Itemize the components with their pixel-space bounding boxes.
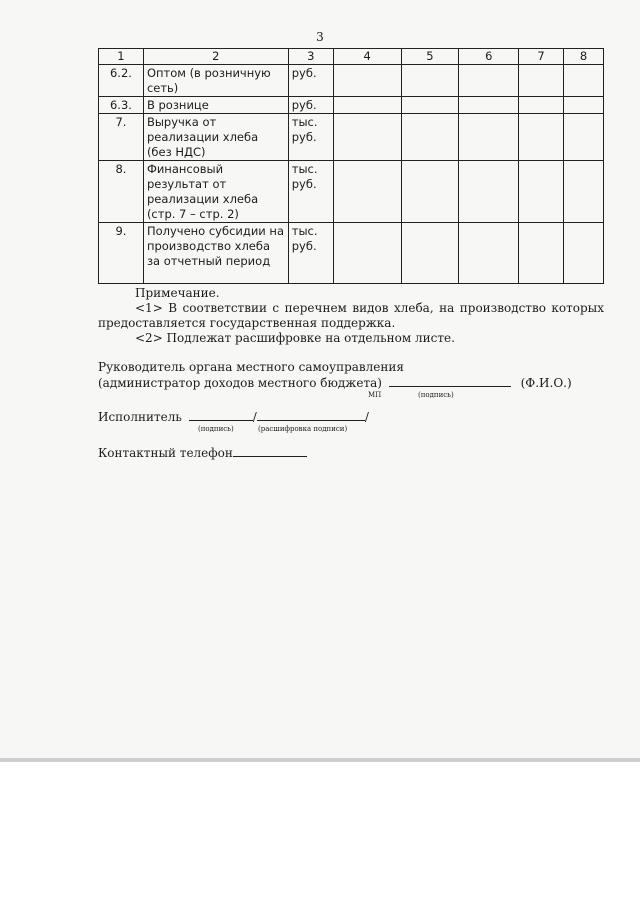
row-unit: тыс. руб.	[288, 114, 333, 161]
row-name: Финансовый результат от реализации хлеба (стр. 7 – стр. 2)	[143, 161, 288, 223]
table-row	[99, 223, 604, 284]
row-name: Оптом (в розничную сеть)	[143, 65, 288, 97]
table-cell	[459, 223, 519, 284]
row-unit: руб.	[288, 65, 333, 97]
notes-title: Примечание.	[135, 286, 220, 300]
notes-section	[98, 286, 604, 346]
row-number: 6.2.	[99, 65, 144, 97]
table-cell	[519, 65, 564, 97]
table-cell	[564, 223, 604, 284]
table-cell	[519, 114, 564, 161]
head-title-line-1: Руководитель органа местного самоуправления	[98, 360, 404, 374]
row-number: 6.3.	[99, 97, 144, 114]
row-unit: руб.	[288, 97, 333, 114]
phone-row	[98, 445, 307, 461]
stamp-place-label: МП	[368, 391, 382, 399]
table-cell	[401, 65, 459, 97]
page-number: 3	[316, 30, 324, 44]
row-number: 7.	[99, 114, 144, 161]
column-header: 4	[333, 49, 401, 65]
head-signature-line[interactable]	[389, 375, 511, 387]
head-title-text: (администратор доходов местного бюджета)	[98, 376, 382, 390]
column-header: 1	[99, 49, 144, 65]
column-header: 7	[519, 49, 564, 65]
head-title-line-2	[98, 375, 572, 391]
table-cell	[519, 161, 564, 223]
row-number: 9.	[99, 223, 144, 284]
executor-row	[98, 409, 369, 425]
row-name: Получено субсидии на производство хлеба за отчетный период	[143, 223, 288, 284]
table-cell	[519, 97, 564, 114]
table-cell	[401, 161, 459, 223]
executor-signature-line[interactable]	[189, 409, 253, 421]
column-header: 5	[401, 49, 459, 65]
table-row	[99, 161, 604, 223]
phone-input-line[interactable]	[233, 445, 307, 457]
table-cell	[333, 97, 401, 114]
table-row	[99, 65, 604, 97]
table-cell	[459, 161, 519, 223]
row-name: В рознице	[143, 97, 288, 114]
column-header: 3	[288, 49, 333, 65]
table-cell	[459, 65, 519, 97]
table-cell	[401, 114, 459, 161]
slash-separator: /	[252, 410, 257, 424]
phone-label: Контактный телефон	[98, 446, 233, 460]
executor-signature-caption: (подпись)	[198, 425, 234, 433]
signature-caption: (подпись)	[418, 391, 454, 399]
table-cell	[333, 223, 401, 284]
table-cell	[333, 114, 401, 161]
table-row	[99, 97, 604, 114]
executor-name-caption: (расшифровка подписи)	[258, 425, 348, 433]
table-cell	[564, 65, 604, 97]
column-header: 8	[564, 49, 604, 65]
table-cell	[564, 97, 604, 114]
executor-label: Исполнитель	[98, 410, 182, 424]
executor-name-line[interactable]	[257, 409, 365, 421]
table-cell	[333, 161, 401, 223]
table-cell	[519, 223, 564, 284]
table-header-row	[99, 49, 604, 65]
table-cell	[564, 114, 604, 161]
row-unit: тыс. руб.	[288, 223, 333, 284]
note-2: <2> Подлежат расшифровке на отдельном листе.	[135, 331, 455, 345]
note-1: <1> В соответствии с перечнем видов хлеба, на производство которых предоставляется государственная поддержка.	[98, 301, 604, 330]
column-header: 2	[143, 49, 288, 65]
column-header: 6	[459, 49, 519, 65]
fio-label: (Ф.И.О.)	[520, 376, 572, 390]
table-cell	[333, 65, 401, 97]
table-cell	[401, 223, 459, 284]
table-cell	[564, 161, 604, 223]
table-row	[99, 114, 604, 161]
slash-separator: /	[364, 410, 369, 424]
table-cell	[459, 114, 519, 161]
table-cell	[459, 97, 519, 114]
row-number: 8.	[99, 161, 144, 223]
row-unit: тыс. руб.	[288, 161, 333, 223]
table-cell	[401, 97, 459, 114]
data-table	[98, 48, 604, 284]
row-name: Выручка от реализации хлеба (без НДС)	[143, 114, 288, 161]
